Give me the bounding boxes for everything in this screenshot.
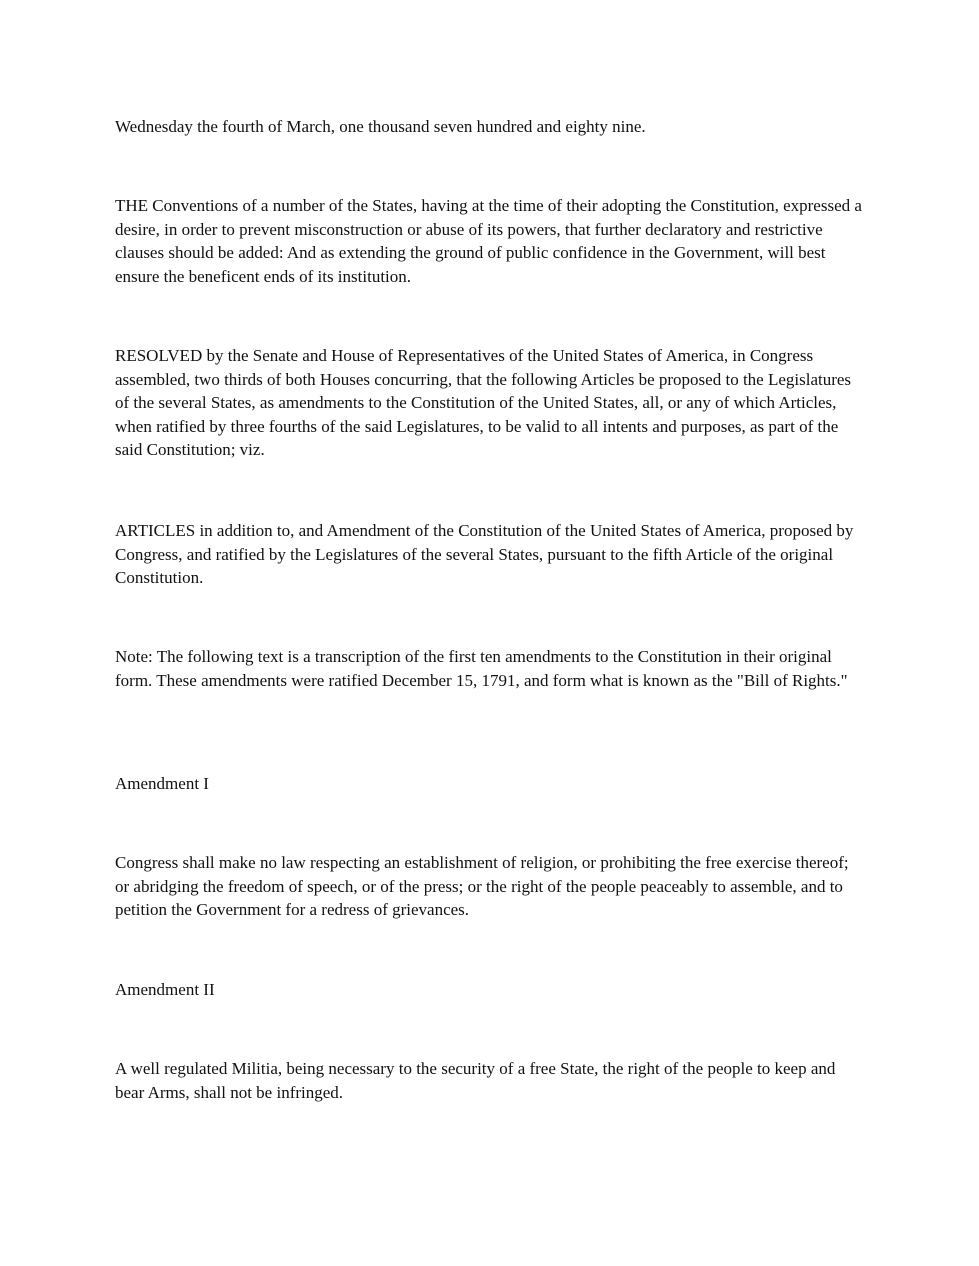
amendment-1-text: Congress shall make no law respecting an establishment of religion, or prohibiting the free exercise thereof; or abridging the freedom of speech, or of the press; or the right of the people peaceably to assemble, and to petition the Government for a redress of grievances.: [115, 853, 849, 920]
articles-paragraph: ARTICLES in addition to, and Amendment of the Constitution of the United States of America, proposed by Congress, and ratified by the Legislatures of the several States, pursuant to the fifth Article of the original Constitution.: [115, 521, 854, 588]
note-paragraph: Note: The following text is a transcription of the first ten amendments to the Constitution in their original form. These amendments were ratified December 15, 1791, and form what is known as the "Bill of Rights.": [115, 647, 848, 690]
resolution-paragraph: RESOLVED by the Senate and House of Representatives of the United States of America, in Congress assembled, two thirds of both Houses concurring, that the following Articles be proposed to the Legislatures of the several States, as amendments to the Constitution of the United States, all, or any of which Articles, when ratified by three fourths of the said Legislatures, to be valid to all intents and purposes, as part of the said Constitution; viz.: [115, 346, 852, 460]
amendment-1-heading: Amendment I: [115, 774, 209, 793]
preamble-paragraph: THE Conventions of a number of the States, having at the time of their adopting the Constitution, expressed a desire, in order to prevent misconstruction or abuse of its powers, that further declaratory and restrictive clauses should be added: And as extending the ground of public confidence in the Government, will best ensure the beneficent ends of its institution.: [115, 196, 862, 286]
date-line: Wednesday the fourth of March, one thousand seven hundred and eighty nine.: [115, 117, 646, 136]
amendment-2-heading: Amendment II: [115, 980, 215, 999]
amendment-2-text: A well regulated Militia, being necessary to the security of a free State, the right of the people to keep and bear Arms, shall not be infringed.: [115, 1059, 836, 1102]
